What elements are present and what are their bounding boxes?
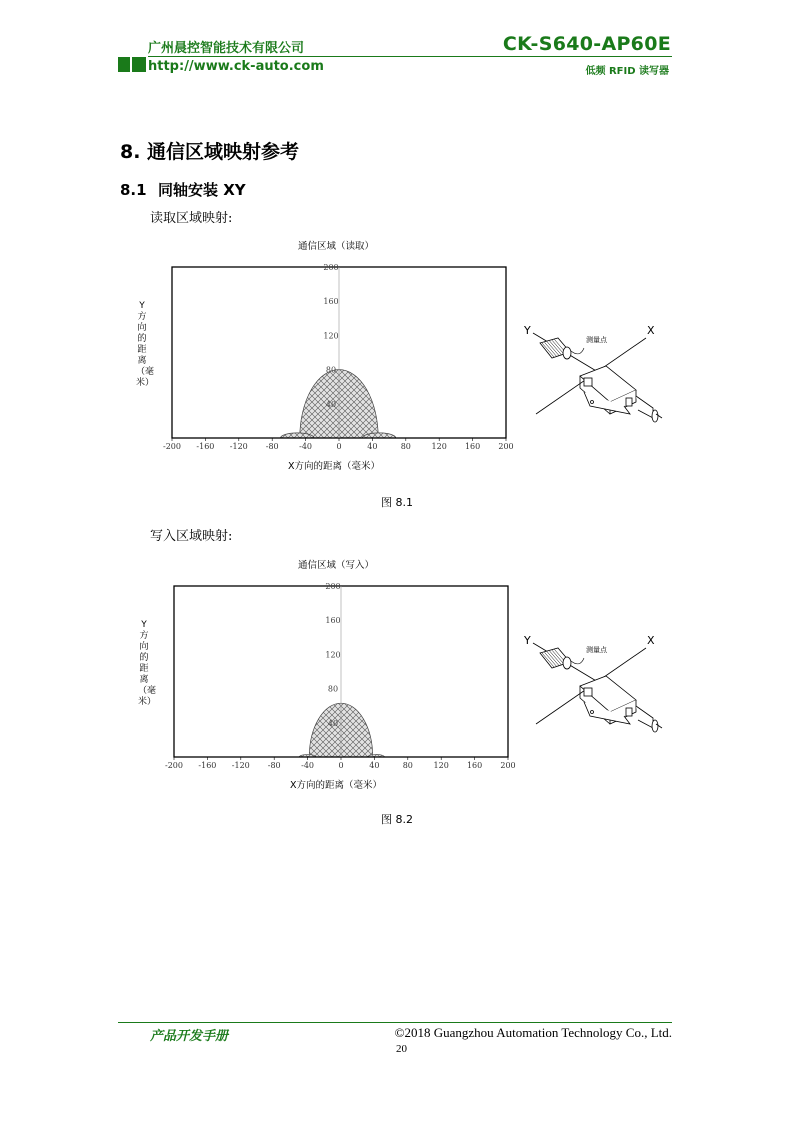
chart-xlabel-write: X方向的距离（毫米）	[290, 780, 383, 791]
footer-rule	[118, 1022, 672, 1023]
x-tick-label: 40	[367, 442, 378, 450]
x-tick-label: 120	[431, 442, 447, 450]
footer-copyright: ©2018 Guangzhou Automation Technology Co., Ltd.	[394, 1025, 672, 1040]
x-tick-label: -200	[165, 761, 183, 769]
x-tick-label: 160	[466, 761, 483, 769]
header-logo-block-left	[118, 57, 130, 72]
x-tick-label: 120	[433, 761, 449, 769]
y-tick-label: 200	[325, 582, 341, 591]
chart-title-read: 通信区域（读取）	[298, 241, 375, 252]
reader-drawing	[533, 333, 662, 422]
x-tick-label: 160	[464, 442, 481, 450]
x-tick-label: 0	[336, 442, 342, 450]
chart-ylabel-read: Y方向的距离（毫米）	[136, 301, 155, 388]
header-rule	[148, 56, 672, 57]
figure-caption-read: 图 8.1	[381, 496, 413, 509]
subsection-number: 8.1	[120, 181, 147, 199]
x-tick-label: 200	[500, 761, 516, 769]
y-tick-label: 120	[325, 650, 341, 660]
y-tick-label: 80	[327, 684, 339, 694]
x-tick-label: 0	[338, 761, 344, 769]
x-tick-label: -40	[299, 442, 313, 450]
diagram-y-label: Y	[524, 324, 531, 337]
y-tick-label: 120	[323, 331, 339, 341]
reader-setup-diagram-read	[518, 318, 668, 430]
x-tick-label: -40	[301, 761, 315, 769]
reader-setup-diagram-write	[518, 628, 668, 740]
x-tick-label: -80	[265, 442, 279, 450]
y-tick-label: 200	[323, 263, 339, 272]
diagram-y-label: Y	[524, 634, 531, 647]
chart-xlabel-read: X方向的距离（毫米）	[288, 461, 381, 472]
y-tick-label: 80	[325, 365, 337, 375]
chart-ylabel-write: Y方向的距离（毫米）	[138, 620, 157, 707]
diagram-point-label: 测量点	[586, 336, 607, 344]
y-tick-label: 40	[325, 399, 337, 409]
figure-caption-write: 图 8.2	[381, 813, 413, 826]
x-tick-label: -80	[267, 761, 281, 769]
header-logo-block-right	[132, 57, 146, 72]
product-model: CK-S640-AP60E	[502, 33, 671, 55]
x-tick-label: -120	[229, 442, 248, 450]
reader-drawing	[533, 643, 662, 732]
x-tick-label: 80	[400, 442, 411, 450]
diagram-x-label: X	[647, 324, 655, 337]
chart-title-write: 通信区域（写入）	[298, 560, 375, 571]
x-tick-label: 80	[402, 761, 413, 769]
x-tick-label: 200	[498, 442, 514, 450]
x-tick-label: -160	[196, 442, 215, 450]
footer-manual-title: 产品开发手册	[150, 1029, 229, 1044]
x-tick-label: -160	[198, 761, 217, 769]
diagram-point-label: 测量点	[586, 646, 607, 654]
figure-intro-write: 写入区域映射:	[150, 529, 233, 544]
x-tick-label: 40	[369, 761, 380, 769]
figure-intro-read: 读取区域映射:	[150, 211, 233, 226]
x-tick-label: -120	[231, 761, 250, 769]
subsection-heading	[120, 179, 246, 200]
y-tick-label: 40	[327, 718, 339, 728]
product-subtitle: 低频 RFID 读写器	[585, 66, 669, 77]
company-name: 广州晨控智能技术有限公司	[148, 41, 305, 56]
section-heading: 8. 通信区域映射参考	[120, 141, 300, 163]
subsection-title: 同轴安装 XY	[158, 181, 246, 199]
company-url[interactable]: http://www.ck-auto.com	[148, 59, 324, 74]
y-tick-label: 160	[325, 616, 341, 626]
y-tick-label: 160	[323, 297, 339, 307]
chart-write	[152, 577, 532, 769]
chart-read	[150, 258, 530, 450]
x-tick-label: -200	[163, 442, 181, 450]
diagram-x-label: X	[647, 634, 655, 647]
page-number: 20	[396, 1043, 407, 1055]
